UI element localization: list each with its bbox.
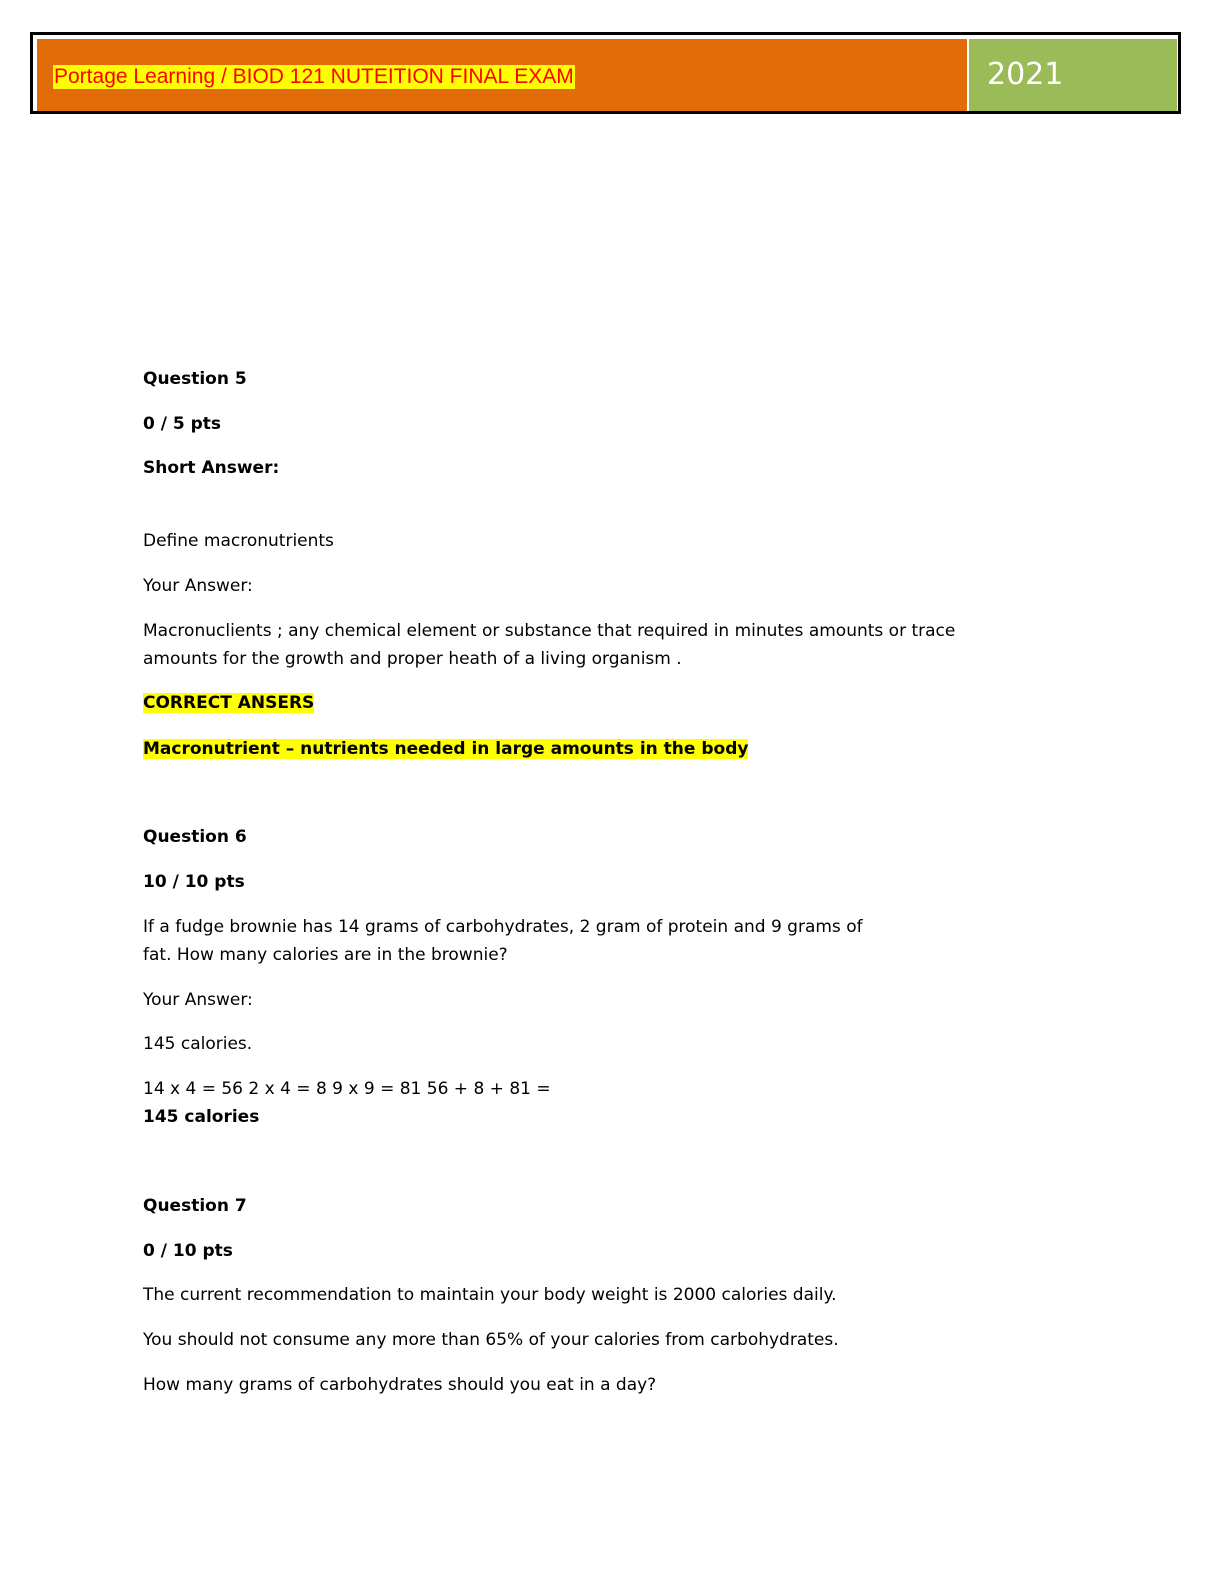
q7-heading: Question 7 <box>143 1196 247 1216</box>
q6-prompt-line1: If a fudge brownie has 14 grams of carbohydrates, 2 gram of protein and 9 grams of <box>143 917 863 937</box>
q7-points: 0 / 10 pts <box>143 1241 233 1261</box>
q6-your-answer-label: Your Answer: <box>143 990 253 1010</box>
q6-work: 14 x 4 = 56 2 x 4 = 8 9 x 9 = 81 56 + 8 + 81 = <box>143 1079 551 1099</box>
header-title-cell <box>37 39 967 111</box>
q6-prompt-line2: fat. How many calories are in the brownie? <box>143 945 508 965</box>
q6-result: 145 calories <box>143 1107 260 1127</box>
header-banner <box>30 32 1181 114</box>
header-title: Portage Learning / BIOD 121 NUTEITION FINAL EXAM <box>54 65 574 88</box>
q7-line2: You should not consume any more than 65% of your calories from carbohydrates. <box>143 1330 839 1350</box>
q6-points: 10 / 10 pts <box>143 872 245 892</box>
q5-type: Short Answer: <box>143 458 280 478</box>
q5-answer-line2: amounts for the growth and proper heath of a living organism . <box>143 649 682 669</box>
header-year: 2021 <box>987 57 1064 92</box>
q5-points: 0 / 5 pts <box>143 414 222 434</box>
q5-answer-line1: Macronuclients ; any chemical element or substance that required in minutes amounts or trace <box>143 621 956 641</box>
q5-correct-label: CORRECT ANSERS <box>143 693 315 713</box>
q5-correct-answer: Macronutrient – nutrients needed in large amounts in the body <box>143 739 749 759</box>
q7-line3: How many grams of carbohydrates should you eat in a day? <box>143 1375 657 1395</box>
q6-answer: 145 calories. <box>143 1034 253 1054</box>
q5-your-answer-label: Your Answer: <box>143 576 253 596</box>
q6-heading: Question 6 <box>143 827 247 847</box>
q5-heading: Question 5 <box>143 369 247 389</box>
q7-line1: The current recommendation to maintain your body weight is 2000 calories daily. <box>143 1285 837 1305</box>
header-year-cell <box>969 39 1177 111</box>
q5-prompt: Define macronutrients <box>143 531 334 551</box>
